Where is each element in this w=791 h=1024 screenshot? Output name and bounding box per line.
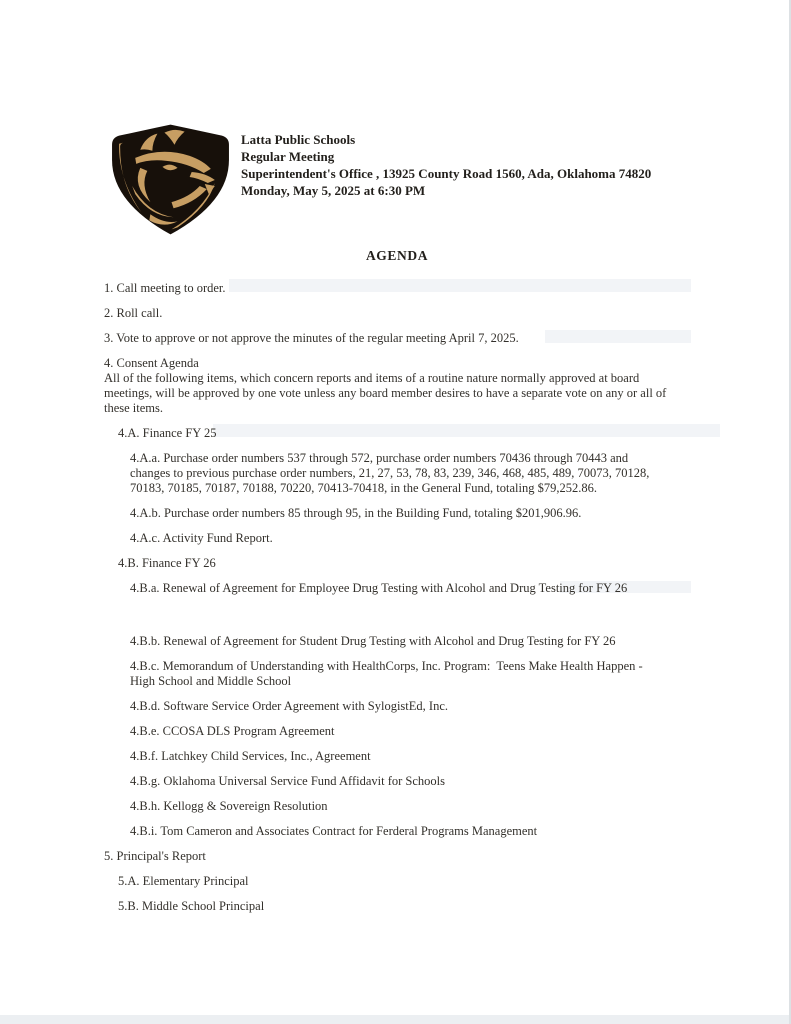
agenda-item-text: 4.A.a. Purchase order numbers 537 through 572, purchase order numbers 70436 through 70443 and changes to previous purchase order numbers, 21, 27, 53, 78, 83, 239, 346, 468, 485, 489, 70073, 70128, 70183, 70185, 70187, 70188, 70220, 70413-70418, in the General Fund, totaling $79,252.86. — [130, 451, 653, 495]
agenda-item-text: 4.B. Finance FY 26 — [118, 556, 216, 570]
agenda-item-text: 5.B. Middle School Principal — [118, 899, 265, 913]
agenda-item-text: 4.A.c. Activity Fund Report. — [130, 531, 273, 545]
agenda-item-text: 4.B.b. Renewal of Agreement for Student Drug Testing with Alcohol and Drug Testing for FY 26 — [130, 634, 616, 648]
agenda-item-text: 4.B.d. Software Service Order Agreement with SylogistEd, Inc. — [130, 699, 448, 713]
meeting-type: Regular Meeting — [241, 149, 335, 164]
agenda-item-text: 5. Principal's Report — [104, 849, 206, 863]
agenda-list — [104, 281, 690, 924]
agenda-item — [130, 724, 690, 739]
agenda-item-text: 4.A.b. Purchase order numbers 85 through 95, in the Building Fund, totaling $201,906.96. — [130, 506, 582, 520]
agenda-item — [130, 531, 690, 546]
page-title: AGENDA — [365, 248, 429, 263]
agenda-item-text: 1. Call meeting to order. — [104, 281, 226, 295]
school-name: Latta Public Schools — [241, 132, 356, 147]
agenda-item — [130, 774, 690, 789]
agenda-item — [130, 799, 690, 814]
agenda-item-text: 4.B.f. Latchkey Child Services, Inc., Agreement — [130, 749, 371, 763]
agenda-item — [104, 281, 690, 296]
agenda-item-text: 5.A. Elementary Principal — [118, 874, 249, 888]
agenda-item — [104, 331, 690, 346]
scan-page-edge — [0, 1015, 791, 1024]
meeting-datetime: Monday, May 5, 2025 at 6:30 PM — [241, 183, 426, 198]
agenda-item — [104, 849, 690, 864]
agenda-item-text: 4. Consent Agenda — [104, 356, 199, 370]
agenda-item — [130, 659, 690, 689]
agenda-item-text: 4.B.a. Renewal of Agreement for Employee Drug Testing with Alcohol and Drug Testing for FY 26 — [130, 581, 628, 595]
agenda-item-text: 2. Roll call. — [104, 306, 163, 320]
agenda-item-text: 4.B.h. Kellogg & Sovereign Resolution — [130, 799, 328, 813]
agenda-item — [104, 306, 690, 321]
agenda-item — [118, 556, 690, 571]
panther-shield-logo-icon — [107, 120, 234, 239]
agenda-item-text: 4.B.i. Tom Cameron and Associates Contract for Ferderal Programs Management — [130, 824, 538, 838]
agenda-item — [118, 874, 690, 889]
agenda-item-text: 4.B.g. Oklahoma Universal Service Fund Affidavit for Schools — [130, 774, 446, 788]
agenda-item — [130, 699, 690, 714]
agenda-item — [130, 506, 690, 521]
meeting-location: Superintendent's Office , 13925 County Road 1560, Ada, Oklahoma 74820 — [241, 166, 652, 181]
agenda-item-text: 4.B.e. CCOSA DLS Program Agreement — [130, 724, 335, 738]
agenda-item-text: 4.B.c. Memorandum of Understanding with HealthCorps, Inc. Program: Teens Make Health Happen - High School and Middle School — [130, 659, 646, 688]
agenda-item — [130, 451, 690, 496]
agenda-item-text: 3. Vote to approve or not approve the minutes of the regular meeting April 7, 2025. — [104, 331, 519, 345]
meeting-info — [241, 131, 661, 199]
agenda-item — [118, 899, 690, 914]
agenda-item — [130, 749, 690, 764]
agenda-item — [104, 356, 690, 416]
agenda-item — [118, 426, 690, 441]
agenda-item — [130, 634, 690, 649]
agenda-item-note: All of the following items, which concern reports and items of a routine nature normally approved at board meetings, will be approved by one vote unless any board member desires to have a separate vote on any or all of these items. — [104, 371, 670, 415]
document-header — [107, 120, 661, 239]
agenda-item — [130, 581, 690, 596]
agenda-item-text: 4.A. Finance FY 25 — [118, 426, 217, 440]
agenda-item — [130, 824, 690, 839]
